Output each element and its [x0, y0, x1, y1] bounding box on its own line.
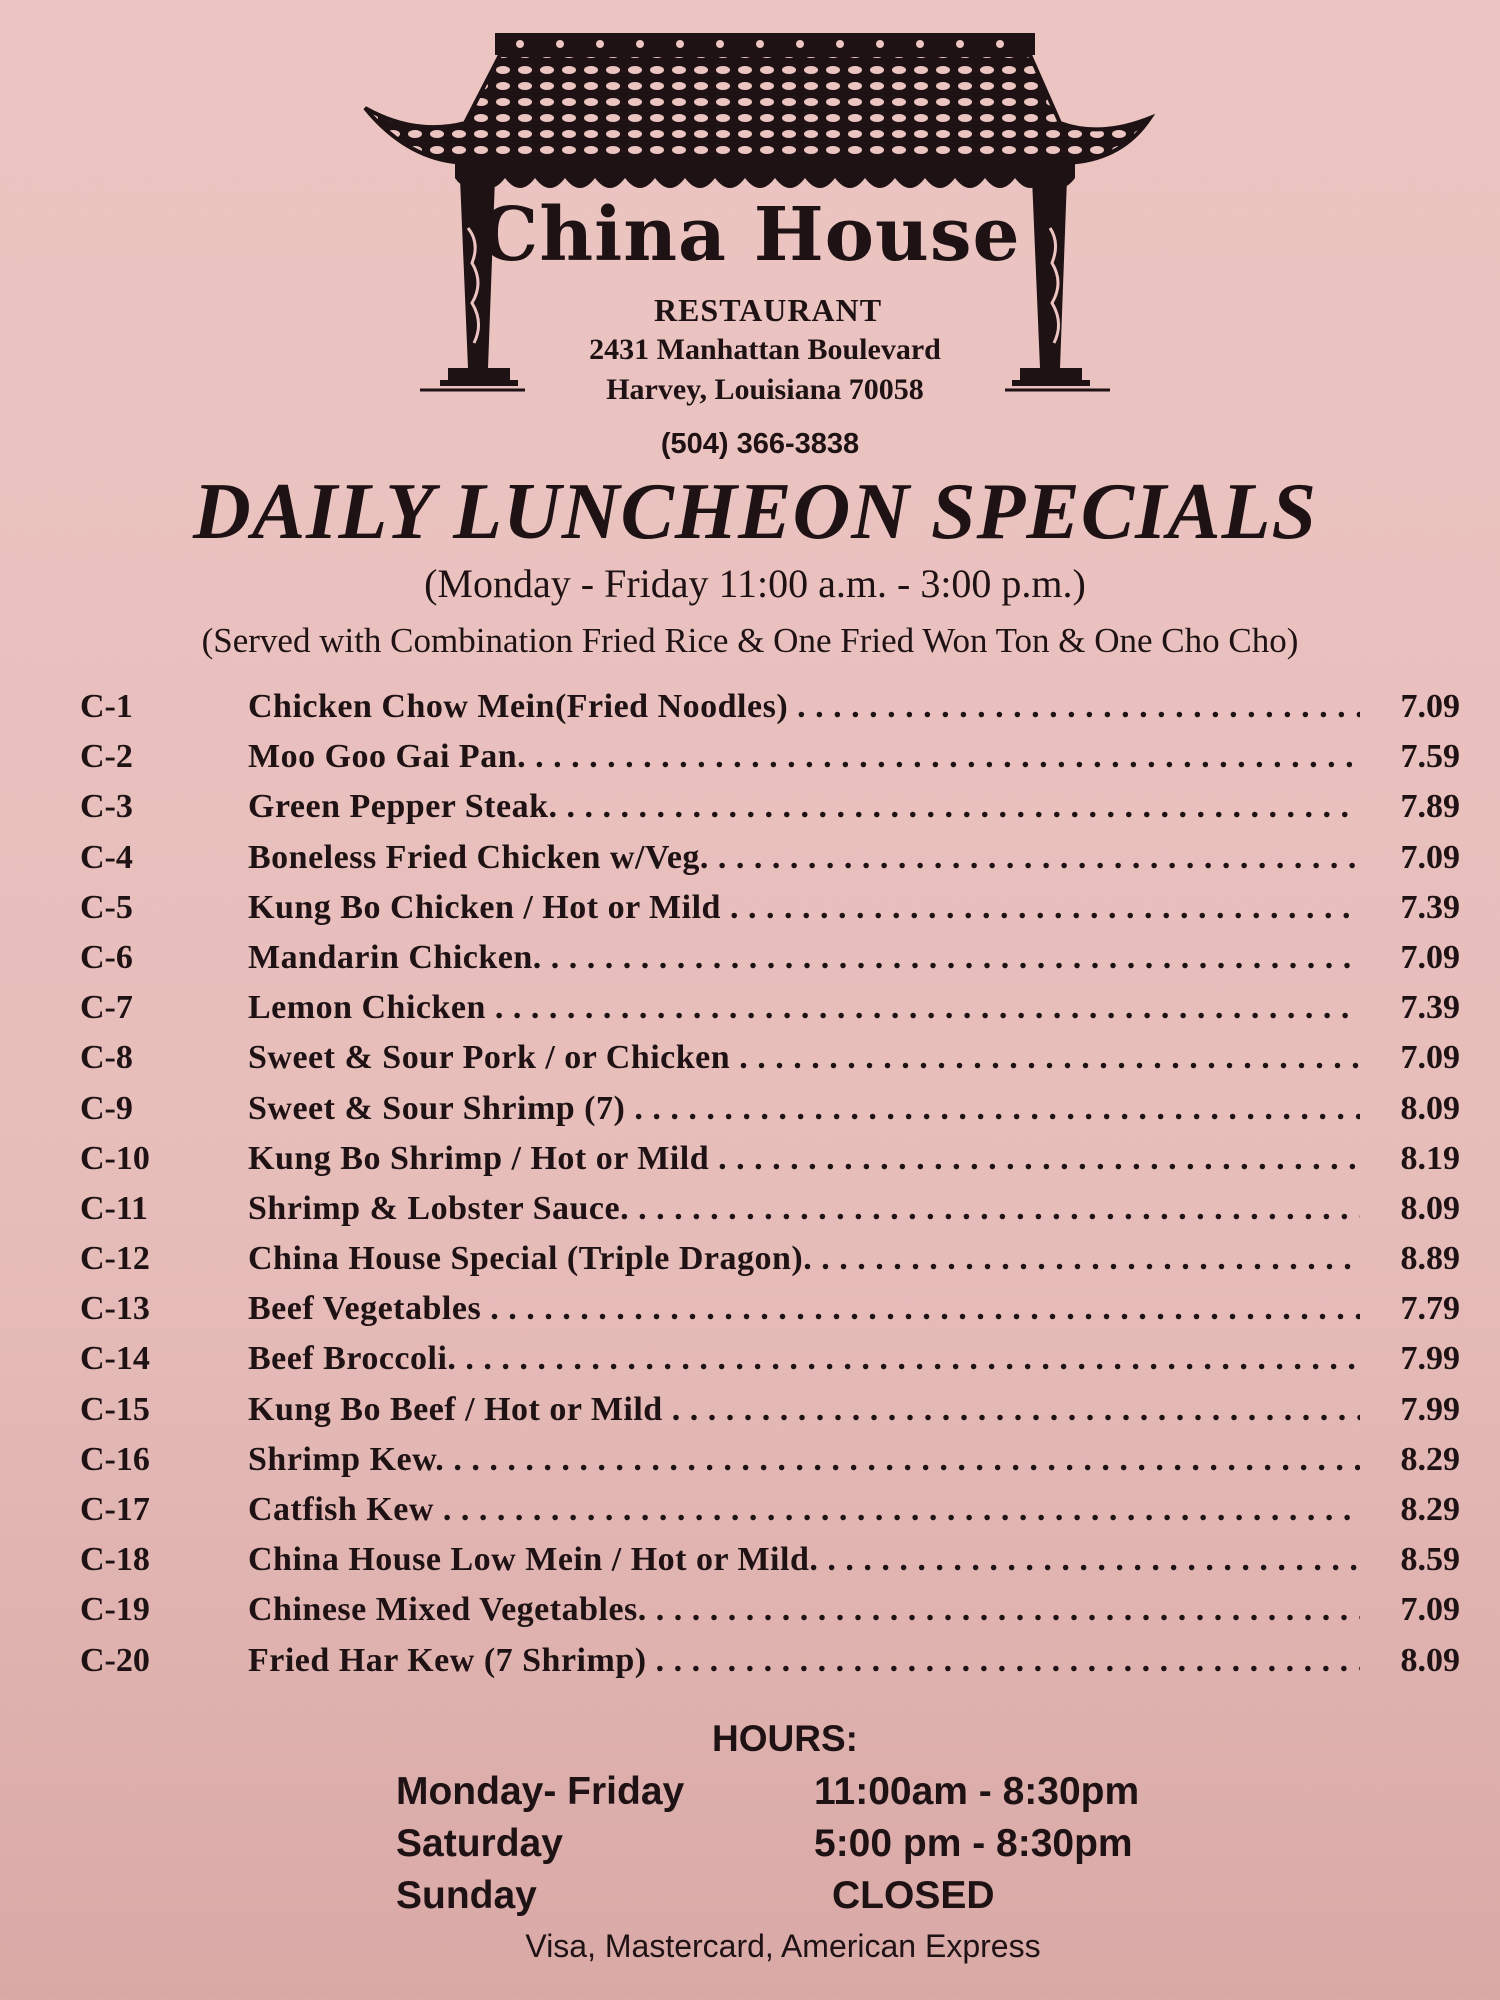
item-price: 7.39	[1400, 989, 1460, 1027]
item-price: 8.59	[1400, 1541, 1460, 1579]
hours-time: 11:00am - 8:30pm	[814, 1770, 1140, 1813]
item-price: 8.19	[1400, 1139, 1460, 1177]
page-title: DAILY LUNCHEON SPECIALS	[193, 468, 1317, 556]
menu-item	[80, 1087, 1460, 1137]
item-price: 8.29	[1400, 1440, 1460, 1478]
item-price: 7.59	[1400, 738, 1460, 776]
menu-item	[80, 1187, 1460, 1237]
item-code: C-10	[80, 1139, 150, 1177]
item-name: Moo Goo Gai Pan. . . .	[248, 735, 1360, 779]
item-price: 7.99	[1400, 1390, 1460, 1428]
item-code: C-14	[80, 1340, 150, 1378]
item-code: C-18	[80, 1541, 150, 1579]
item-name: Beef Broccoli. . . .	[248, 1337, 1360, 1381]
menu-item	[80, 785, 1460, 835]
hours-day: Monday- Friday	[396, 1770, 685, 1813]
item-name: Green Pepper Steak. . . .	[248, 785, 1360, 829]
item-price: 7.09	[1400, 838, 1460, 876]
item-name: Shrimp Kew. . . .	[248, 1438, 1360, 1482]
menu-item	[80, 886, 1460, 936]
item-code: C-4	[80, 838, 133, 876]
item-code: C-9	[80, 1089, 133, 1127]
item-price: 8.09	[1400, 1089, 1460, 1127]
item-code: C-3	[80, 788, 133, 826]
item-price: 8.29	[1400, 1491, 1460, 1528]
menu-item	[80, 1036, 1460, 1086]
item-code: C-17	[80, 1491, 150, 1528]
item-name: Sweet & Sour Shrimp (7) . . .	[248, 1087, 1360, 1131]
item-name: Kung Bo Shrimp / Hot or Mild . . .	[248, 1137, 1360, 1181]
hours-day: Sunday	[396, 1874, 537, 1917]
menu-list	[80, 685, 1460, 1689]
item-name: Kung Bo Chicken / Hot or Mild . . .	[248, 886, 1360, 930]
served-with-note: (Served with Combination Fried Rice & One Fried Won Ton & One Cho Cho)	[201, 621, 1299, 660]
menu-item	[80, 1237, 1460, 1287]
item-name: Catfish Kew . . .	[248, 1488, 1360, 1532]
item-name: Lemon Chicken . . .	[248, 986, 1360, 1030]
item-code: C-5	[80, 888, 133, 926]
hours-time: 5:00 pm - 8:30pm	[814, 1822, 1133, 1865]
item-price: 7.09	[1400, 1039, 1460, 1077]
item-code: C-1	[80, 688, 133, 725]
item-name: China House Low Mein / Hot or Mild. . . .	[248, 1538, 1360, 1582]
menu-item	[80, 1388, 1460, 1438]
item-code: C-6	[80, 938, 133, 976]
item-code: C-11	[80, 1189, 148, 1227]
item-name: Fried Har Kew (7 Shrimp) . . .	[248, 1639, 1360, 1683]
restaurant-label: RESTAURANT	[653, 292, 883, 328]
item-code: C-15	[80, 1390, 150, 1428]
menu-item	[80, 986, 1460, 1036]
menu-item	[80, 836, 1460, 886]
item-price: 7.79	[1400, 1290, 1460, 1328]
item-name: Kung Bo Beef / Hot or Mild . . .	[248, 1388, 1360, 1432]
address-line-1: 2431 Manhattan Boulevard	[589, 333, 941, 366]
menu-item	[80, 685, 1460, 735]
item-price: 8.09	[1400, 1641, 1460, 1679]
item-name: Boneless Fried Chicken w/Veg. . . .	[248, 836, 1360, 880]
menu-item	[80, 1337, 1460, 1387]
item-code: C-16	[80, 1440, 150, 1478]
item-name: Sweet & Sour Pork / or Chicken . . .	[248, 1036, 1360, 1080]
item-code: C-13	[80, 1290, 150, 1328]
menu-item	[80, 1488, 1460, 1538]
item-code: C-20	[80, 1641, 150, 1679]
menu-item	[80, 1639, 1460, 1689]
item-price: 7.89	[1400, 788, 1460, 826]
item-name: Beef Vegetables . . .	[248, 1287, 1360, 1331]
item-code: C-2	[80, 738, 133, 776]
address-line-2: Harvey, Louisiana 70058	[606, 373, 924, 406]
hours-day: Saturday	[396, 1822, 563, 1865]
item-price: 7.09	[1400, 938, 1460, 976]
menu-item	[80, 936, 1460, 986]
restaurant-name: China House	[479, 192, 1021, 278]
payment-methods: Visa, Mastercard, American Express	[525, 1928, 1041, 1964]
item-price: 7.09	[1400, 688, 1460, 725]
item-name: China House Special (Triple Dragon). . . .	[248, 1237, 1360, 1281]
menu-item	[80, 735, 1460, 785]
item-price: 8.09	[1400, 1189, 1460, 1227]
item-name: Shrimp & Lobster Sauce. . . .	[248, 1187, 1360, 1231]
item-price: 7.09	[1400, 1591, 1460, 1629]
item-name: Chicken Chow Mein(Fried Noodles) . . .	[248, 685, 1360, 729]
item-code: C-12	[80, 1240, 150, 1278]
menu-item	[80, 1438, 1460, 1488]
item-code: C-7	[80, 989, 133, 1027]
item-price: 7.99	[1400, 1340, 1460, 1378]
item-name: Chinese Mixed Vegetables. . . .	[248, 1588, 1360, 1632]
item-price: 7.39	[1400, 888, 1460, 926]
menu-item	[80, 1137, 1460, 1187]
hours-time: CLOSED	[832, 1874, 995, 1917]
menu-item	[80, 1588, 1460, 1638]
hours-heading: HOURS:	[712, 1718, 858, 1759]
menu-item	[80, 1538, 1460, 1588]
item-code: C-8	[80, 1039, 133, 1077]
luncheon-hours: (Monday - Friday 11:00 a.m. - 3:00 p.m.)	[424, 561, 1086, 606]
item-name: Mandarin Chicken. . . .	[248, 936, 1360, 980]
phone-number: (504) 366-3838	[660, 428, 860, 460]
menu-item	[80, 1287, 1460, 1337]
item-code: C-19	[80, 1591, 150, 1629]
item-price: 8.89	[1400, 1240, 1460, 1278]
